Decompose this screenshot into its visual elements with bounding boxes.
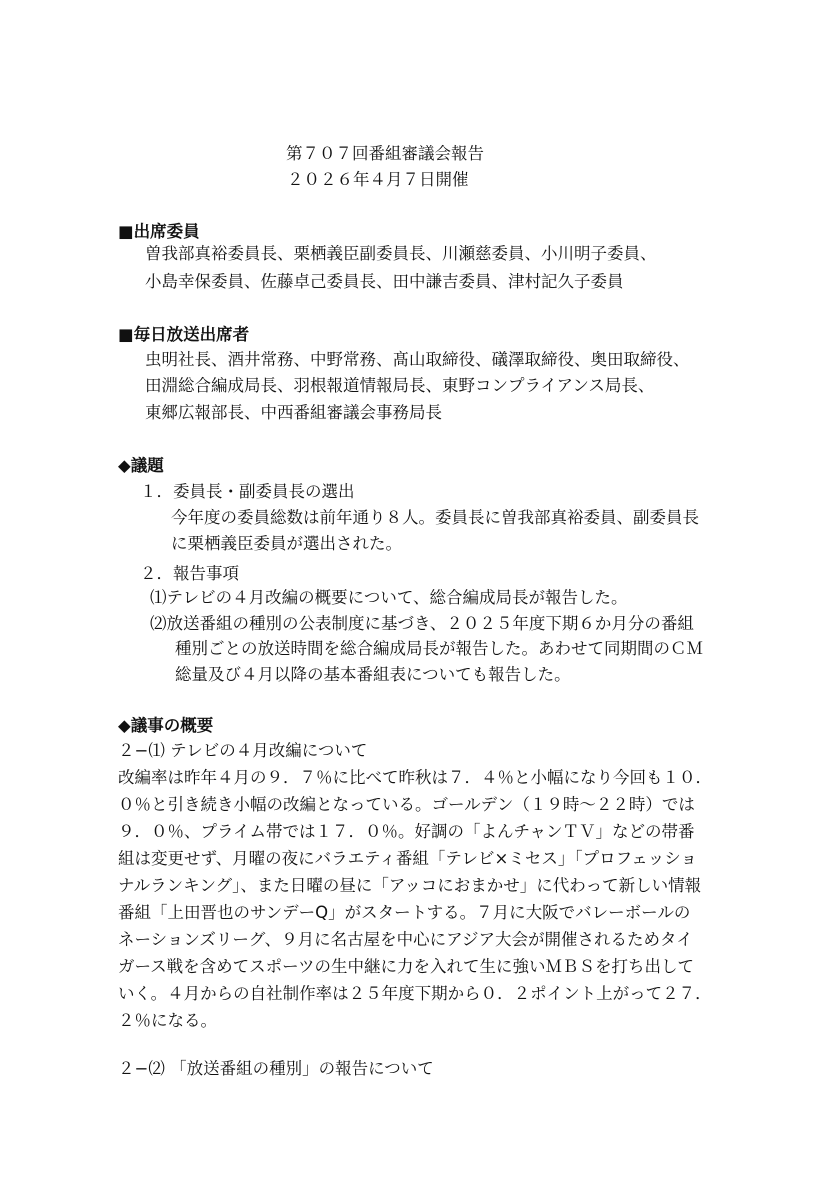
report-title: 第７０７回番組審議会報告: [286, 144, 484, 163]
mbs-attendees-line: 田淵総合編成局長、羽根報道情報局長、東野コンプライアンス局長、: [145, 376, 655, 395]
attendees-line: 小島幸保委員、佐藤卓己委員長、田中謙吉委員、津村記久子委員: [145, 272, 624, 291]
report-date: ２０２６年４月７日開催: [287, 170, 469, 189]
summary-heading: ◆議事の概要: [118, 716, 214, 735]
agenda-item-2-sub-2: 種別ごとの放送時間を総合編成局長が報告した。あわせて同期間のＣＭ: [175, 639, 703, 658]
summary-sub-2-title: ２−⑵ 「放送番組の種別」の報告について: [118, 1059, 434, 1078]
summary-body-line: 改編率は昨年４月の９．７％に比べて昨秋は７．４％と小幅になり今回も１０．: [118, 768, 712, 787]
summary-body-line: 組は変更せず、月曜の夜にバラエティ番組「テレビ×ミセス」「プロフェッショ: [118, 849, 697, 868]
agenda-item-1-body: に栗栖義臣委員が選出された。: [171, 534, 402, 553]
agenda-item-1-title: １．委員長・副委員長の選出: [140, 482, 355, 501]
summary-body-line: いく。４月からの自社制作率は２５年度下期から０．２ポイント上がって２７．: [118, 984, 712, 1003]
agenda-item-2-sub-2: 総量及び４月以降の基本番組表についても報告した。: [175, 665, 571, 684]
agenda-heading: ◆議題: [118, 456, 164, 475]
agenda-item-2-sub-1: ⑴テレビの４月改編の概要について、総合編成局長が報告した。: [150, 588, 628, 607]
summary-body-line: 番組「上田晋也のサンデーQ」がスタートする。７月に大阪でバレーボールの: [118, 903, 691, 922]
mbs-attendees-line: 東郷広報部長、中西番組審議会事務局長: [145, 403, 442, 422]
summary-body-line: ネーションズリーグ、９月に名古屋を中心にアジア大会が開催されるためタイ: [118, 930, 693, 949]
agenda-item-2-sub-2: ⑵放送番組の種別の公表制度に基づき、２０２５年度下期６か月分の番組: [150, 614, 694, 633]
summary-body-line: ２％になる。: [118, 1011, 217, 1030]
agenda-item-1-body: 今年度の委員総数は前年通り８人。委員長に曽我部真裕委員、副委員長: [171, 508, 699, 527]
summary-body-line: ９．０％、プライム帯では１７．０％。好調の「よんチャンＴＶ」などの帯番: [118, 822, 695, 841]
summary-sub-1-title: ２−⑴ テレビの４月改編について: [118, 741, 368, 760]
attendees-line: 曽我部真裕委員長、栗栖義臣副委員長、川瀬慈委員、小川明子委員、: [145, 244, 657, 263]
attendees-heading: ■出席委員: [118, 222, 200, 241]
summary-body-line: ナルランキング」、また日曜の昼に「アッコにおまかせ」に代わって新しい情報: [118, 876, 702, 895]
mbs-attendees-line: 虫明社長、酒井常務、中野常務、髙山取締役、礒澤取締役、奥田取締役、: [145, 350, 690, 369]
agenda-item-2-title: ２．報告事項: [140, 564, 239, 583]
summary-body-line: ０％と引き続き小幅の改編となっている。ゴールデン（１９時〜２２時）では: [118, 795, 695, 814]
summary-body-line: ガース戦を含めてスポーツの生中継に力を入れて生に強いＭＢＳを打ち出して: [118, 957, 695, 976]
mbs-attendees-heading: ■毎日放送出席者: [118, 325, 250, 344]
